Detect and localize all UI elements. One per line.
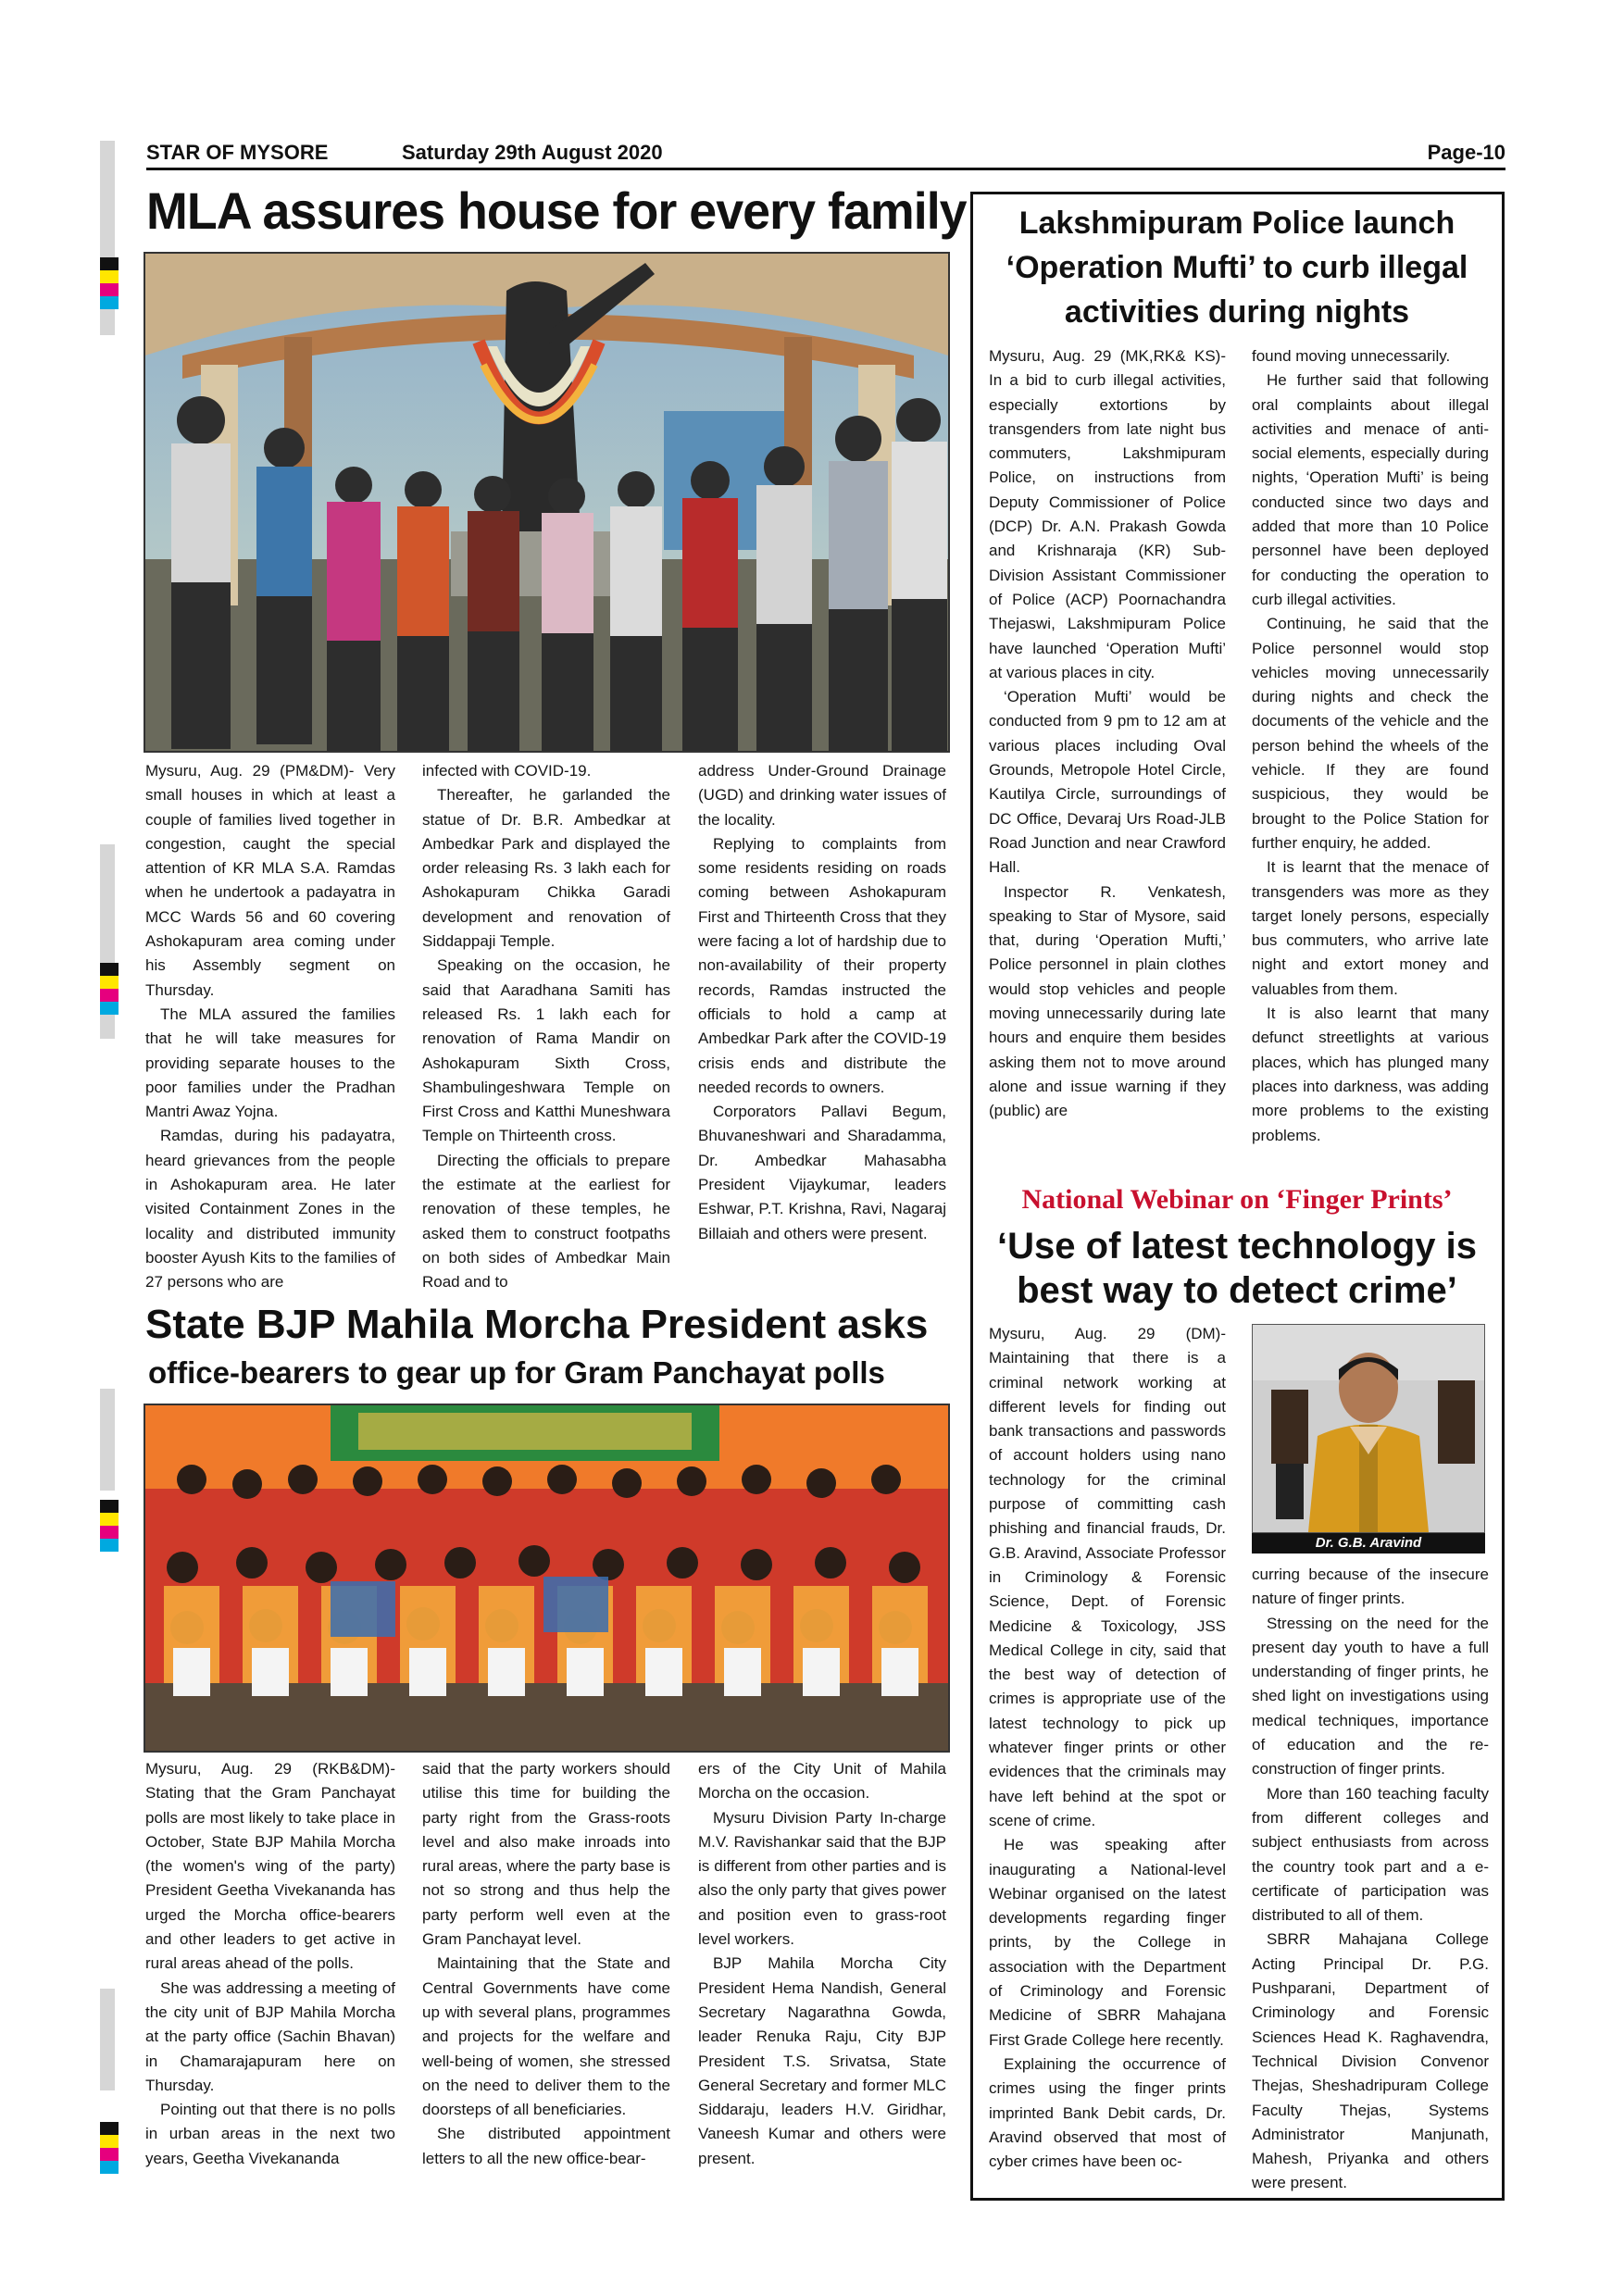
story2-headline: State BJP Mahila Morcha President asks [145,1302,929,1347]
ambedkar-statue-photo [144,252,950,753]
headline-line: Lakshmipuram Police launch [1018,206,1455,241]
paragraph: Corporators Pallavi Begum, Bhuvaneshwari and Sharadamma, Dr. Ambedkar Mahasabha President Vijaykumar, leaders Eshwar, P.T. Krishna, Ravi, Nagaraj Billaiah and others were present. [698,1103,946,1242]
paragraph: Ramdas, during his padayatra, heard grievances from the people in Ashokapuram area. He later visited Containment Zones in the locality and distributed immunity booster Ayush Kits to the families of 27 persons who are [145,1127,395,1292]
page-number: Page-10 [1427,141,1505,164]
story4-column-2 [1252,1563,1489,2196]
color-registration-marks [100,1500,119,1552]
paragraph: Mysuru, Aug. 29 (PM&DM)- Very small houses in which at least a couple of families lived together in congestion, caught the special attention of KR MLA S.A. Ramdas when he undertook a padayatra in MCC Wards 56 and 60 covering Ashokapuram area coming under his Assembly segment on Thursday. [145,762,395,999]
paragraph: infected with COVID-19. [422,762,592,780]
story1-column-1 [145,759,395,1295]
story3-column-2 [1252,344,1489,1148]
paragraph: Thereafter, he garlanded the statue of Dr. B.R. Ambedkar at Ambedkar Park and displayed the order releasing Rs. 3 lakh each for Ashokapuram Chikka Garadi development and renovation of Siddappaji Temple. [422,786,670,951]
paper-name: STAR OF MYSORE [146,141,329,164]
color-registration-marks [100,2122,119,2174]
mahila-morcha-group-photo [144,1404,950,1753]
paragraph: She distributed appointment letters to all the new office-bear- [422,2125,670,2167]
story1-headline: MLA assures house for every family [146,181,967,240]
paragraph: It is learnt that the menace of transgenders was more as they target lonely persons, especially bus commuters, who arrive late night and extort money and valuables from them. [1252,858,1489,998]
paragraph: Mysuru, Aug. 29 (DM)- Maintaining that there is a criminal network working at different levels for finding out bank transactions and passwords of account holders using nano technology for the criminal purpose of committing cash phishing and financial frauds, Dr. G.B. Aravind, Associate Professor in Criminology & Forensic Science, Dept. of Forensic Medicine & Toxicology, JSS Medical College in city, said that the best way of detection of crimes is appropriate use of the latest technology to pick up whatever finger prints or other evidences that the criminals may have left behind at the spot or scene of crime. [989,1325,1226,1829]
paragraph: He further said that following oral complaints about illegal activities and menace of anti-social elements, especially during nights, ‘Operation Mufti’ is being conducted since two days and added that more than 10 Police personnel have been deployed for conducting the operation to curb illegal activities. [1252,371,1489,608]
headline-line: best way to detect crime’ [1017,1270,1457,1311]
color-registration-marks [100,257,119,309]
story4-column-1 [989,1322,1226,2174]
headline-line: activities during nights [1064,294,1410,330]
story3-column-1 [989,344,1226,1124]
paragraph: BJP Mahila Morcha City President Hema Nandish, General Secretary Nagarathna Gowda, leader Renuka Raju, City BJP President T.S. Srivatsa, State General Secretary and former MLC Siddaraju, leaders H.V. Giridhar, Vaneesh Kumar and others were present. [698,1954,946,2167]
paragraph: Directing the officials to prepare the estimate at the earliest for renovation of these temples, he asked them to construct footpaths on both sides of Ambedkar Main Road and to [422,1151,670,1292]
paragraph: address Under-Ground Drainage (UGD) and drinking water issues of the locality. [698,762,946,829]
paragraph: He was speaking after inaugurating a National-level Webinar organised on the latest developments regarding finger prints, by the College in association with the Department of Criminology and Forensic Medicine of SBRR Mahajana First Grade College here recently. [989,1836,1226,2049]
paragraph: Inspector R. Venkatesh, speaking to Star of Mysore, said that, during ‘Operation Mufti,’ Police personnel in plain clothes would stop vehicles and people moving unnecessarily during late hours and enquire them besides asking them not to move around alone and issue warning if they (public) are [989,882,1226,1120]
paragraph: Mysuru Division Party In-charge M.V. Ravishankar said that the BJP is different from other parties and is also the only party that gives power and position even to grass-root level workers. [698,1808,946,1949]
paragraph: SBRR Mahajana College Acting Principal Dr. P.G. Pushparani, Department of Criminology and Forensic Sciences Head K. Raghavendra, Technical Division Convenor Thejas, Sheshadripuram College Faculty Thejas, Systems Administrator Manjunath, Mahesh, Priyanka and others were present. [1252,1930,1489,2192]
paragraph: Continuing, he said that the Police personnel would stop vehicles moving unnecessarily during nights and check the documents of the vehicle and the person behind the wheels of the vehicle. If they are found suspicious, they would be brought to the Police Station for further enquiry, he added. [1252,615,1489,852]
margin-grey-bar [100,1989,115,2090]
paragraph: Mysuru, Aug. 29 (MK,RK& KS)- In a bid to curb illegal activities, especially extortions by transgenders from late night bus commuters, Lakshmipuram Police, on instructions from Deputy Commissioner of Police (DCP) Dr. A.N. Prakash Gowda and Krishnaraja (KR) Sub-Division Assistant Commissioner of Police (ACP) Poornachandra Thejaswi, Lakshmipuram Police have launched ‘Operation Mufti’ at various places in city. [989,347,1226,681]
color-registration-marks [100,963,119,1015]
story2-column-3 [698,1757,946,2171]
paragraph: Pointing out that there is no polls in urban areas in the next two years, Geetha Vivekananda [145,2101,395,2167]
paragraph: Maintaining that the State and Central Governments have come up with several plans, programmes and projects for the welfare and well-being of women, she stressed on the need to deliver them to the doorsteps of all beneficiaries. [422,1954,670,2119]
story2-column-2 [422,1757,670,2171]
paragraph: Speaking on the occasion, he said that Aaradhana Samiti has released Rs. 1 lakh each for renovation of Rama Mandir on Ashokapuram Sixth Cross, Shambulingeshwara Temple on First Cross and Katthi Muneshwara Temple on Thirteenth cross. [422,956,670,1145]
photo-illustration [145,254,948,751]
story4-kicker: National Webinar on ‘Finger Prints’ [1021,1184,1453,1215]
paragraph: Stressing on the need for the present day youth to have a full understanding of finger prints, he shed light on investigations using medical techniques, importance of education and the re-construction of finger prints. [1252,1614,1489,1778]
issue-date: Saturday 29th August 2020 [402,141,663,164]
portrait-caption: Dr. G.B. Aravind [1252,1533,1485,1554]
paragraph: Mysuru, Aug. 29 (RKB&DM)- Stating that the Gram Panchayat polls are most likely to take place in October, State BJP Mahila Morcha (the women's wing of the party) President Geetha Vivekananda has urged the Morcha office-bearers and other leaders to get active in rural areas ahead of the polls. [145,1760,395,1973]
paragraph: She was addressing a meeting of the city unit of BJP Mahila Morcha at the party office (Sachin Bhavan) in Chamarajapuram here on Thursday. [145,1978,395,2094]
story1-column-2 [422,759,670,1295]
margin-grey-bar [100,1389,115,1491]
story2-column-1 [145,1757,395,2171]
paragraph: It is also learnt that many defunct streetlights at various places, which has plunged many places into darkness, was adding more problems to the existing problems. [1252,1004,1489,1144]
paragraph: ‘Operation Mufti’ would be conducted from 9 pm to 12 am at various places including Oval Grounds, Metropole Hotel Circle, Kautilya Circle, surroundings of DC Office, Devaraj Urs Road-JLB Road Junction and near Crawford Hall. [989,688,1226,877]
headline-line: ‘Use of latest technology is [997,1226,1477,1267]
paragraph: ers of the City Unit of Mahila Morcha on the occasion. [698,1760,946,1803]
story4-headline [978,1224,1496,1313]
dr-aravind-portrait [1252,1324,1485,1533]
paragraph: curring because of the insecure nature of finger prints. [1252,1566,1489,1608]
story1-column-3 [698,759,946,1246]
masthead-rule [146,168,1505,170]
paragraph: said that the party workers should utilise this time for building the party right from the Grass-roots level and also make inroads into rural areas, where the party base is not so strong and thus help the party perform well even at the Gram Panchayat level. [422,1760,670,1949]
story2-subhead: office-bearers to gear up for Gram Panchayat polls [148,1355,885,1390]
portrait-illustration [1253,1325,1484,1532]
paragraph: More than 160 teaching faculty from different colleges and subject enthusiasts from across the country took part and a e-certificate of participation was distributed to all of them. [1252,1784,1489,1925]
photo-illustration [145,1405,948,1751]
paragraph: found moving unnecessarily. [1252,347,1451,365]
headline-line: ‘Operation Mufti’ to curb illegal [1006,250,1468,285]
paragraph: Explaining the occurrence of crimes using the finger prints imprinted Bank Debit cards, Dr. Aravind observed that most of cyber crimes have been oc- [989,2054,1226,2171]
paragraph: Replying to complaints from some residents residing on roads coming between Ashokapuram First and Thirteenth Cross that they were facing a lot of hardship due to non-availability of their property records, Ramdas instructed the officials to hold a camp at Ambedkar Park after the COVID-19 crisis ends and distribute the needed records to owners. [698,834,946,1096]
story3-headline [978,201,1496,334]
paragraph: The MLA assured the families that he will take measures for providing separate houses to the poor families under the Pradhan Mantri Awaz Yojna. [145,1004,395,1121]
